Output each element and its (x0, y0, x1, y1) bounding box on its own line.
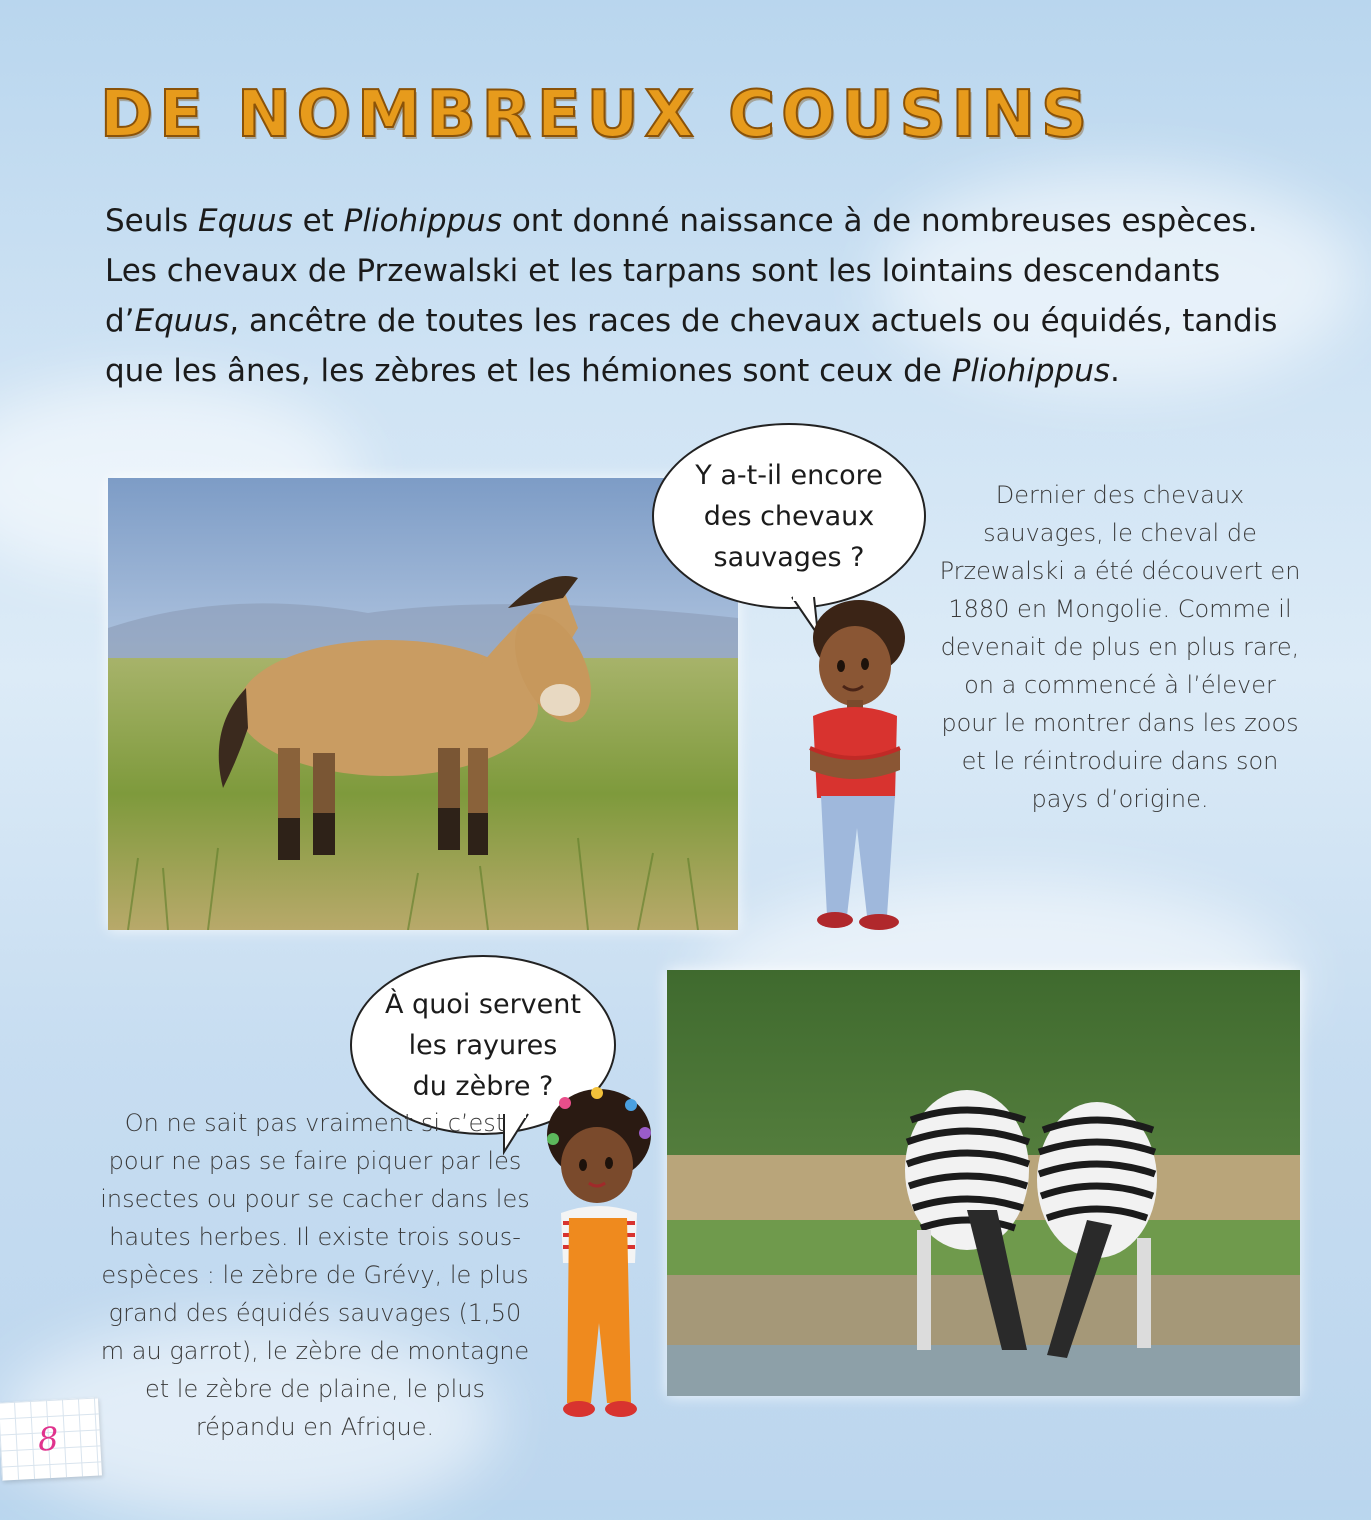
boy-illustration (795, 598, 925, 938)
bubble-line: sauvages ? (713, 541, 865, 573)
bubble-line: du zèbre ? (412, 1070, 554, 1102)
przewalski-horse-photo (108, 478, 738, 930)
page-title: DE NOMBREUX COUSINS (100, 78, 1094, 152)
bubble-line: les rayures (408, 1029, 558, 1061)
intro-genus-equus: Equus (198, 203, 293, 239)
intro-text: . (1110, 353, 1120, 389)
page-number-badge (0, 1397, 102, 1480)
intro-text: ont donné naissance à de nombreuses espèces. Les chevaux de Przewalski et les tarpans sont les lointains descendants d’ (105, 203, 1258, 339)
caption-zebra: On ne sait pas vraiment si c’est pour ne pas se faire piquer par les insectes ou pour se cacher dans les hautes herbes. Il existe trois sous-espèces : le zèbre de Grévy, le plus grand des équidés sauvages (1,50 m au garrot), le zèbre de montagne et le zèbre de plaine, le plus répandu en Afrique. (100, 1109, 530, 1441)
bubble-line: À quoi servent (385, 988, 581, 1020)
speech-bubble-wild-horses (652, 423, 926, 609)
intro-text: Seuls (105, 203, 199, 239)
zebras-drinking-photo (667, 970, 1300, 1396)
intro-text: et (292, 203, 344, 239)
intro-text: , ancêtre de toutes les races de chevaux actuels ou équidés, tandis que les ânes, les zèbres et les hémiones sont ceux de (105, 303, 1278, 389)
bubble-line: des chevaux (703, 500, 875, 532)
page-number: 8 (37, 1419, 60, 1459)
caption-przewalski: Dernier des chevaux sauvages, le cheval de Przewalski a été découvert en 1880 en Mongolie. Comme il devenait de plus en plus rare, on a commencé à l’élever pour le montrer dans les zoos et le réintroduire dans son pays d’origine. (939, 481, 1301, 813)
intro-genus-pliohippus: Pliohippus (951, 353, 1111, 389)
girl-illustration (535, 1083, 675, 1433)
intro-paragraph (105, 196, 1305, 396)
intro-genus-equus: Equus (134, 303, 230, 339)
intro-genus-pliohippus: Pliohippus (343, 203, 502, 239)
bubble-line: Y a-t-il encore (695, 459, 883, 491)
